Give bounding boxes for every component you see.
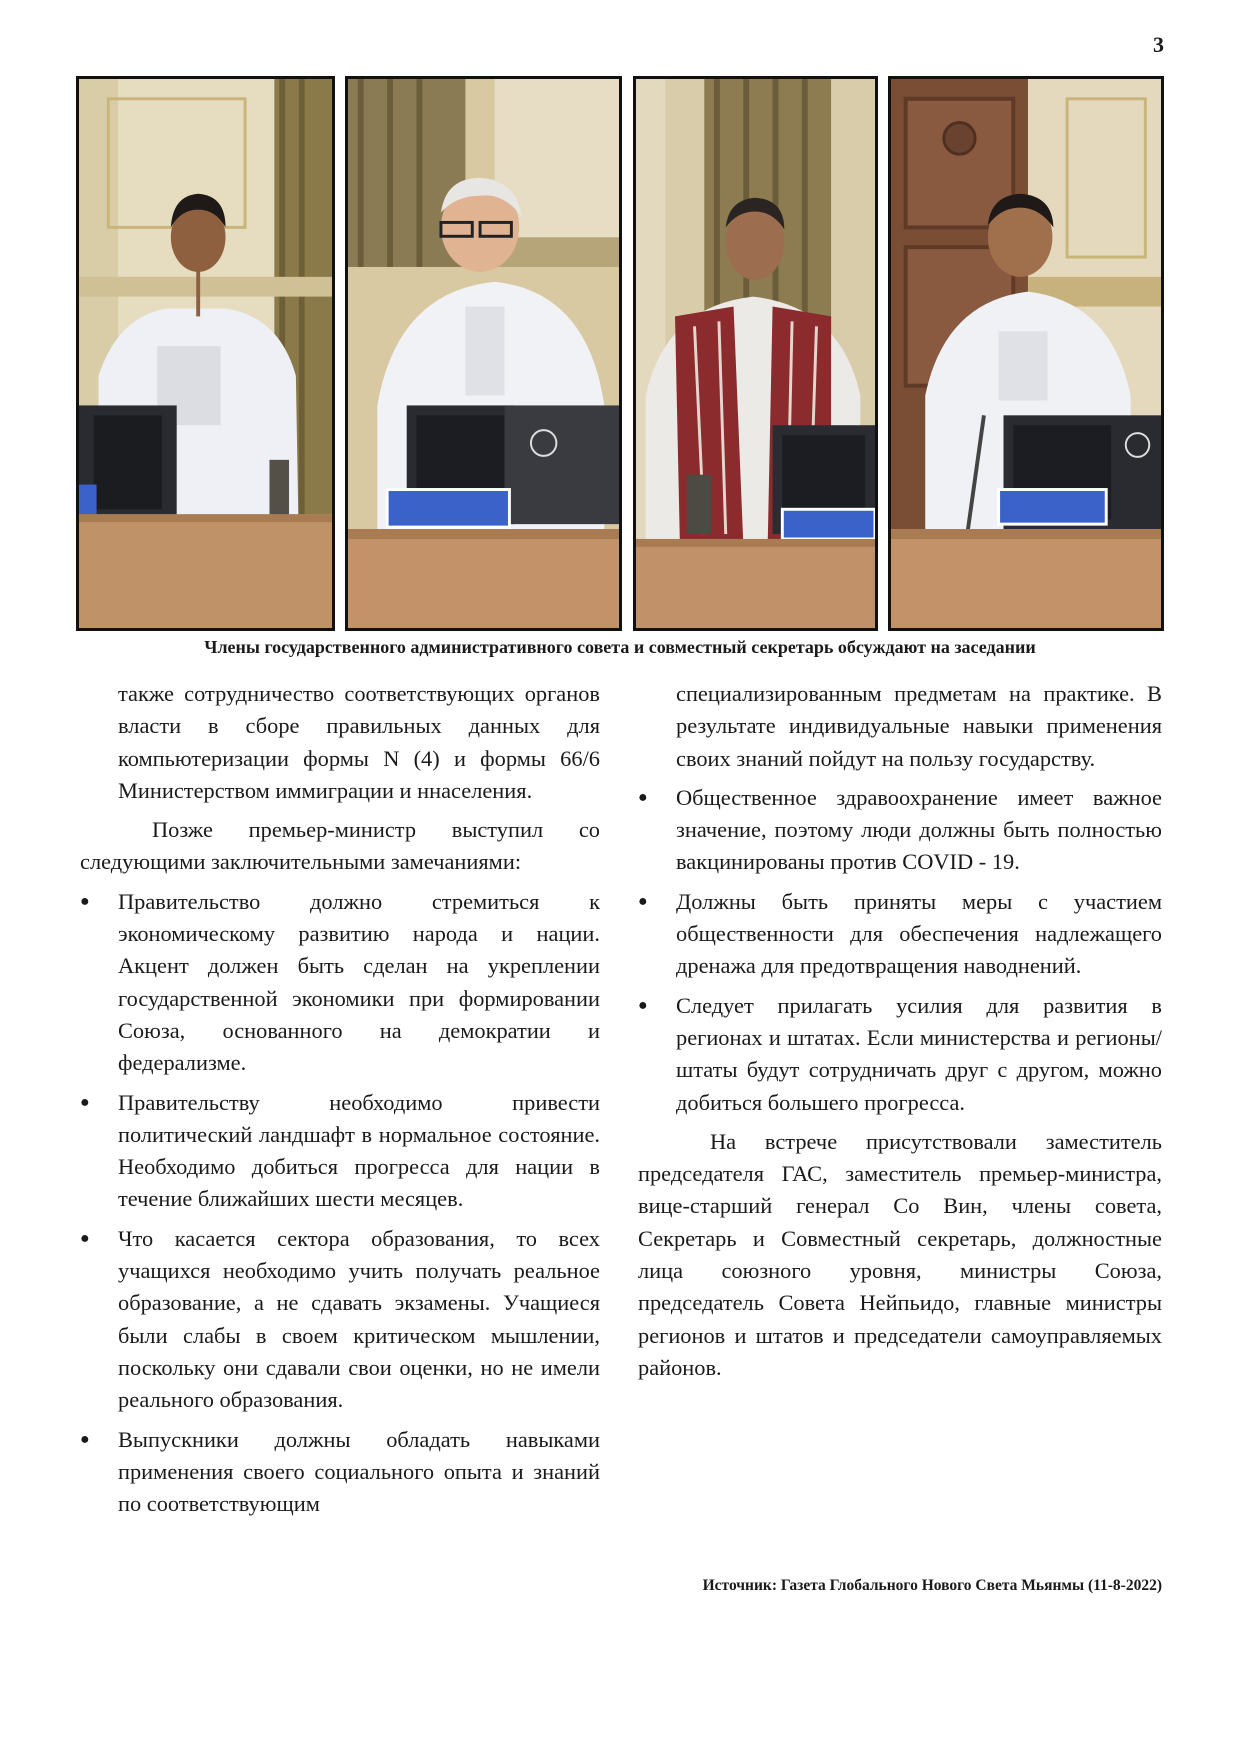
list-item: ● Общественное здравоохранение имеет важное значение, поэтому люди должны быть полностью вакцинированы против COVID - 19.	[638, 782, 1162, 879]
closing-paragraph: На встрече присутствовали заместитель председателя ГАС, заместитель премьер-министра, вице-старший генерал Со Вин, члены совета, Секретарь и Совместный секретарь, должностные лица союзного уровня, министры Союза, председатель Совета Нейпьидо, главные министры регионов и штатов и председатели самоуправляемых районов.	[638, 1128, 1162, 1380]
list-item: ● Должны быть приняты меры с участием общественности для обеспечения надлежащего дренажа для предотвращения наводнений.	[638, 886, 1162, 983]
bullet-icon: ●	[638, 788, 648, 806]
page-number: 3	[1153, 32, 1164, 57]
left-continuation-paragraph: также сотрудничество соответствующих органов власти в сборе правильных данных для компьютеризации формы N (4) и формы 66/6 Министерством иммиграции и ннаселения.	[118, 681, 600, 803]
photo-member-3	[633, 76, 878, 631]
bullet-icon: ●	[80, 892, 90, 910]
list-item: ● Следует прилагать усилия для развития в регионах и штатах. Если министерства и регионы/штаты будут сотрудничать друг с другом, можно добиться большего прогресса.	[638, 990, 1162, 1119]
right-column	[638, 678, 1162, 1391]
bullet-icon: ●	[80, 1229, 90, 1247]
intro-paragraph: Позже премьер-министр выступил со следующими заключительными замечаниями:	[80, 817, 600, 875]
source-credit: Источник: Газета Глобального Нового Света Мьянмы (11-8-2022)	[702, 1577, 1162, 1594]
right-bullet-list	[638, 782, 1162, 1119]
list-item: ● Что касается сектора образования, то всех учащихся необходимо учить получать реальное образование, а не сдавать экзамены. Учащиеся были слабы в своем критическом мышлении, поскольку они сдавали свои оценки, но не имели реального образования.	[80, 1223, 600, 1417]
left-bullet-list	[80, 886, 600, 1521]
photo-member-4	[888, 76, 1164, 631]
photo-member-2	[345, 76, 622, 631]
photo-caption: Члены государственного административного совета и совместный секретарь обсуждают на заседании	[204, 637, 1036, 657]
bullet-icon: ●	[638, 892, 648, 910]
list-item: ● Правительство должно стремиться к экономическому развитию народа и нации. Акцент должен быть сделан на укреплении государственной экономики при формировании Союза, основанного на демократии и федерализме.	[80, 886, 600, 1080]
list-item: ● Правительству необходимо привести политический ландшафт в нормальное состояние. Необходимо добиться прогресса для нации в течение ближайших шести месяцев.	[80, 1087, 600, 1216]
list-item: ● Выпускники должны обладать навыками применения своего социального опыта и знаний по соответствующим	[80, 1424, 600, 1521]
right-continuation-paragraph: специализированным предметам на практике. В результате индивидуальные навыки применения своих знаний пойдут на пользу государству.	[676, 681, 1162, 771]
photo-member-1	[76, 76, 335, 631]
bullet-icon: ●	[80, 1093, 90, 1111]
left-column	[80, 678, 600, 1527]
bullet-icon: ●	[638, 996, 648, 1014]
bullet-icon: ●	[80, 1430, 90, 1448]
